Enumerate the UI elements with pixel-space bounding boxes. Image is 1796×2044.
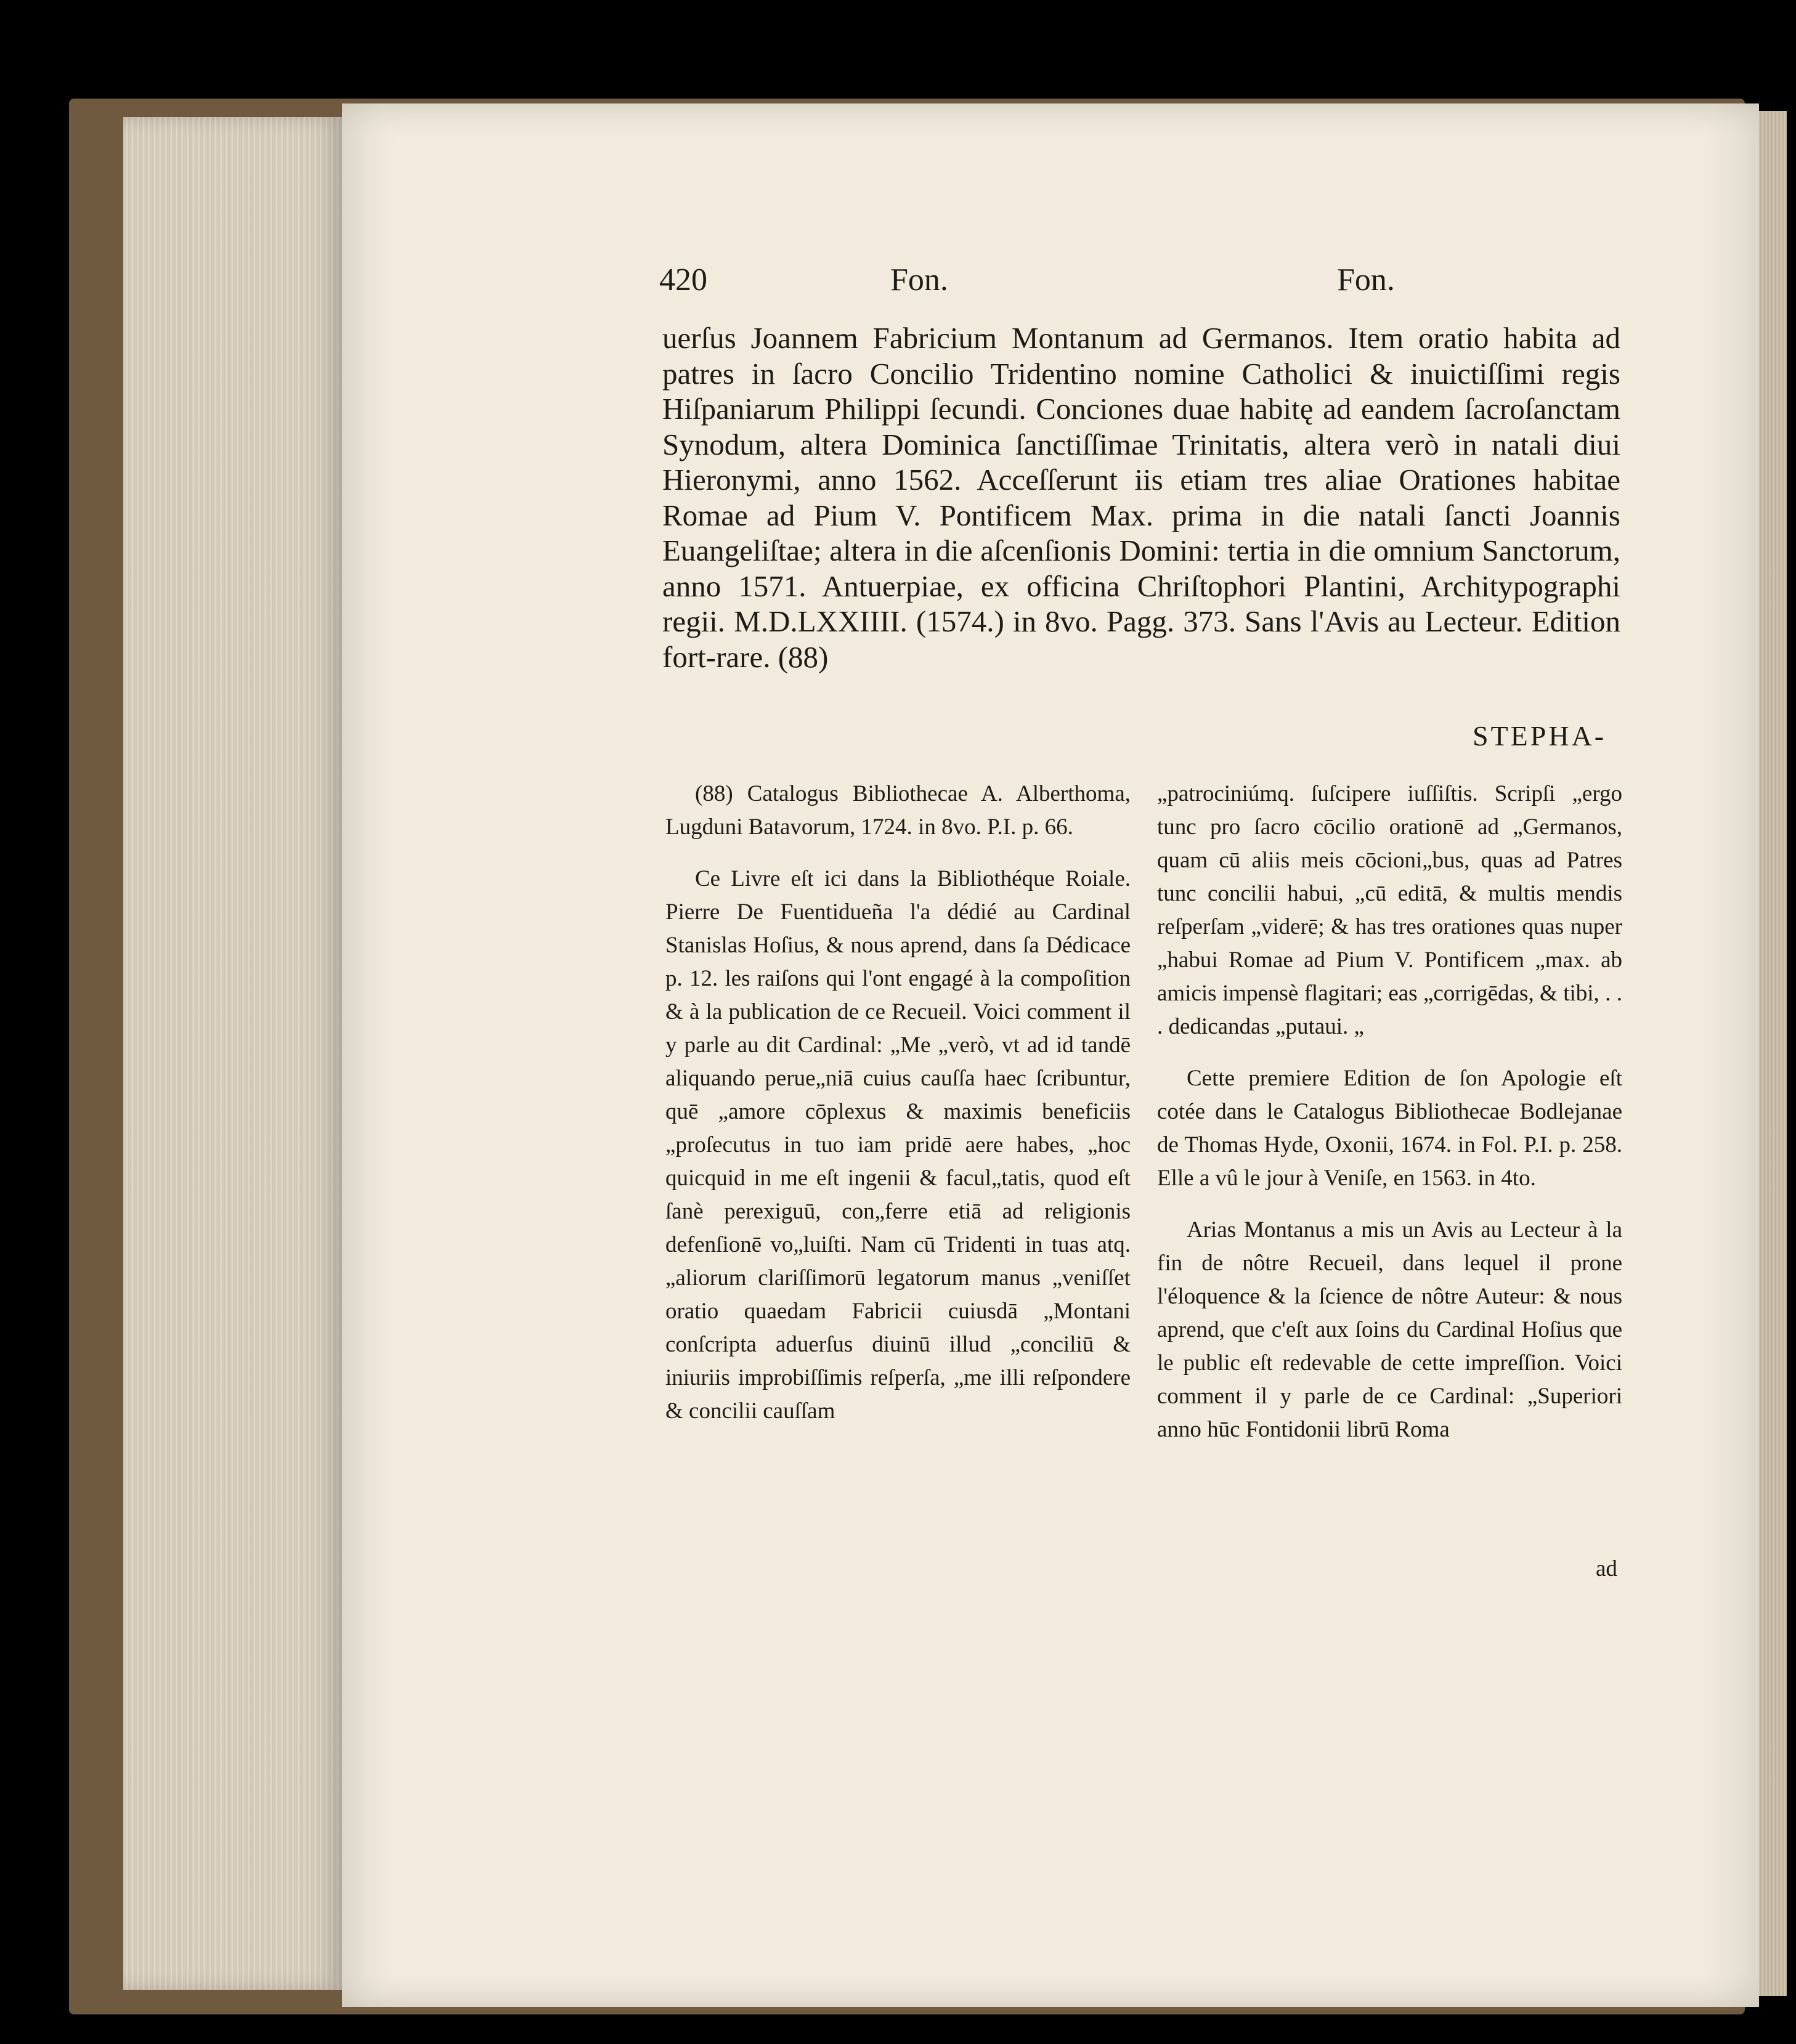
page-block-edge-right xyxy=(1759,111,1787,1996)
page-block-edge-left xyxy=(123,117,342,1990)
main-paragraph: uerſus Joannem Fabricium Montanum ad Germanos. Item oratio habita ad patres in ſacro Concilio Tridentino nomine Catholici & inuictiſſimi regis Hiſpaniarum Philippi ſecundi. Conciones duae habitę ad eandem ſacroſanctam Synodum, altera Dominica ſanctiſſimae Trinitatis, altera verò in natali diui Hieronymi, anno 1562. Acceſſerunt iis etiam tres aliae Orationes habitae Romae ad Pium V. Pontificem Max. prima in die natali ſancti Joannis Euangeliſtae; altera in die aſcenſionis Domini: tertia in die omnium Sanctorum, anno 1571. Antuerpiae, ex officina Chriſtophori Plantini, Architypographi regii. M.D.LXXIIII. (1574.) in 8vo. Pagg. 373. Sans l'Avis au Lecteur. Edition fort-rare. (88) xyxy=(662,321,1620,674)
footnote-88: (88) Catalogus Bibliothecae A. Alberthoma, Lugduni Batavorum, 1724. in 8vo. P.I. p. 66. xyxy=(665,781,1131,840)
main-text-block xyxy=(662,320,1620,675)
left-column xyxy=(665,777,1131,1446)
catchword: ad xyxy=(1596,1556,1617,1581)
right-column xyxy=(1157,777,1622,1465)
page-number: 420 xyxy=(659,262,707,298)
page-header xyxy=(659,262,1620,305)
running-head-left: Fon. xyxy=(890,262,948,298)
right-paragraph-2: Cette premiere Edition de ſon Apologie eſt cotée dans le Catalogus Bibliothecae Bodlejanae de Thomas Hyde, Oxonii, 1674. in Fol. P.I. p. 258. Elle a vû le jour à Veniſe, en 1563. in 4to. xyxy=(1157,1066,1622,1191)
running-head-right: Fon. xyxy=(1337,262,1395,298)
section-catchword: STEPHA- xyxy=(1473,720,1607,752)
quote-end: „patrociniúmq. ſuſcipere iuſſiſtis. Scripſi „ergo tunc pro ſacro cōcilio orationē ad „Germanos, quam cū aliis meis cōcioni„bus, quas ad Patres tunc concilii habui, „cū editā, & multis mendis reſperſam „viderē; & has tres orationes quas nuper „habui Romae ad Pium V. Pontificem „max. ab amicis impensè flagitari; eas „corrigēdas, & tibi, . . . dedicandas „putaui. „ xyxy=(1157,781,1622,1039)
left-paragraph: Ce Livre eſt ici dans la Bibliothéque Roiale. Pierre De Fuentidueña l'a dédié au Cardinal Stanislas Hoſius, & nous aprend, dans ſa Dédicace p. 12. les raiſons qui l'ont engagé à la compoſition & à la publication de ce Recueil. Voici comment il y parle au dit Cardinal: „Me „verò, vt ad id tandē aliquando perue„niā cuius cauſſa haec ſcribuntur, quē „amore cōplexus & maximis beneficiis „proſecutus in tuo iam pridē aere habes, „hoc quicquid in me eſt ingenii & facul„tatis, quod eſt ſanè perexiguū, con„ferre etiā ad religionis defenſionē vo„luiſti. Nam cū Tridenti in tuas atq. „aliorum clariſſimorū legatorum manus „veniſſet oratio quaedam Fabricii cuiusdā „Montani conſcripta aduerſus diuinū illud „conciliū & iniuriis improbiſſimis reſperſa, „me illi reſpondere & concilii cauſſam xyxy=(665,866,1131,1424)
right-paragraph-3: Arias Montanus a mis un Avis au Lecteur à la fin de nôtre Recueil, dans lequel il prone l'éloquence & la ſcience de nôtre Auteur: & nous aprend, que c'eſt aux ſoins du Cardinal Hoſius que le public eſt redevable de cette impreſſion. Voici comment il y parle de ce Cardinal: „Superiori anno hūc Fontidonii librū Roma xyxy=(1157,1217,1622,1442)
